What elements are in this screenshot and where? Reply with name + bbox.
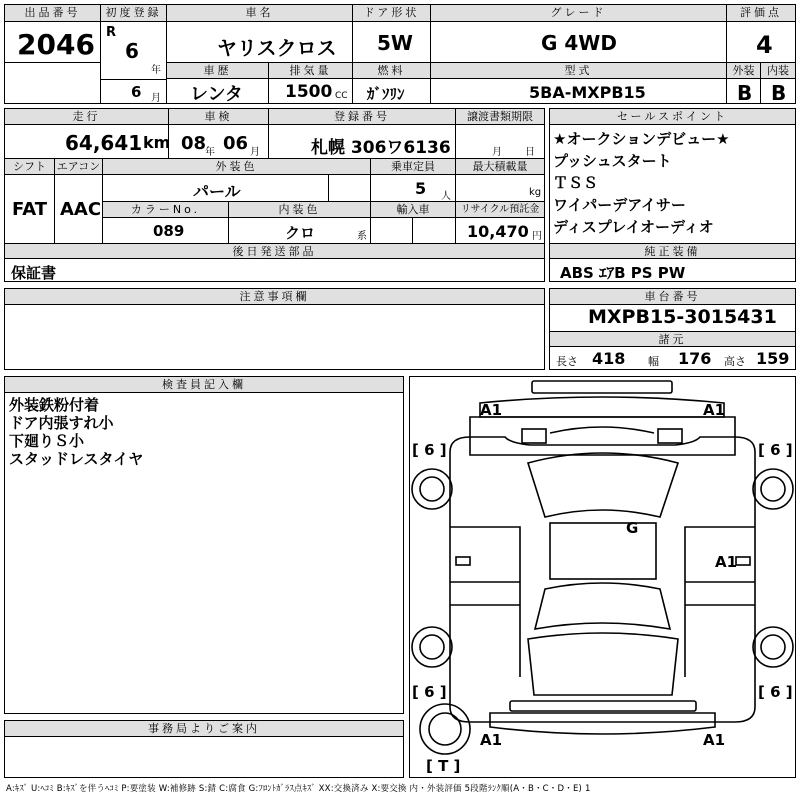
inspector-box — [4, 376, 404, 714]
sales-points-list — [553, 128, 793, 238]
inspector-label: 検査員記入欄 — [5, 377, 403, 393]
sales-point-item: プッシュスタート — [553, 152, 672, 170]
equipment-list: ABS ｴｱB PS PW — [560, 264, 686, 282]
parts-to-ship: 保証書 — [11, 264, 57, 282]
inspection-month-unit: 月 — [250, 147, 260, 158]
damage-mark-rear-right: A1 — [703, 731, 726, 749]
chassis-label: 車台番号 — [550, 289, 795, 305]
damage-mark-front-right: A1 — [703, 401, 726, 419]
cc-unit: CC — [335, 91, 348, 101]
score-label: 評価点 — [727, 5, 795, 22]
sales-point-item: ワイパーデアイサー — [553, 196, 686, 214]
era-label: R — [106, 25, 117, 40]
damage-mark-front-left: A1 — [480, 401, 503, 419]
displacement: 1500 — [285, 82, 333, 102]
tire-mark-rear-left: [ 6 ] — [412, 683, 447, 701]
sales-point-item: ＴＳＳ — [553, 174, 599, 192]
vehicle-details-table — [4, 108, 545, 282]
office-label: 事務局よりご案内 — [5, 721, 403, 737]
exterior-score: B — [737, 81, 753, 105]
lot-number-label: 出品番号 — [5, 5, 101, 22]
recycle-deposit: 10,470 — [467, 222, 529, 241]
first-reg-label: 初度登録 — [101, 5, 167, 22]
inspector-note: ドア内張すれ小 — [9, 414, 114, 432]
exterior-score-label: 外装 — [727, 62, 761, 79]
mileage-label: 走行 — [5, 109, 169, 125]
inspector-notes — [9, 396, 399, 468]
notes-box — [4, 288, 545, 370]
lot-number-cell — [5, 22, 101, 104]
transfer-deadline-label: 譲渡書類期限 — [456, 109, 544, 125]
width-value: 176 — [678, 349, 712, 368]
length-value: 418 — [592, 349, 626, 368]
damage-mark-right-side: A1 — [715, 553, 738, 571]
length-label: 長さ — [556, 355, 578, 368]
inspection-label: 車検 — [169, 109, 269, 125]
fuel-type: ｶﾞｿﾘﾝ — [367, 85, 405, 103]
int-color-unit: 系 — [357, 231, 367, 242]
color-no-label: カラーNo. — [103, 202, 229, 218]
spare-tire-mark: [ T ] — [426, 757, 461, 775]
inspection-month: 06 — [223, 133, 249, 154]
max-load-unit: kg — [529, 187, 542, 198]
tire-mark-rear-right: [ 6 ] — [758, 683, 793, 701]
vehicle-header-table — [4, 4, 796, 104]
fuel-label: 燃料 — [353, 62, 431, 79]
sales-points-label: セールスポイント — [550, 109, 795, 125]
dimensions-label: 諸元 — [550, 331, 795, 347]
reg-number-label: 登録番号 — [269, 109, 456, 125]
model-code: 5BA-MXPB15 — [529, 83, 646, 102]
damage-mark-rear-left: A1 — [480, 731, 503, 749]
int-color-label: 内装色 — [229, 202, 371, 218]
office-box — [4, 720, 404, 778]
capacity-label: 乗車定員 — [371, 159, 456, 175]
exterior-color: パール — [193, 182, 241, 201]
seating-capacity: 5 — [415, 179, 427, 198]
inspector-note: 外装鉄粉付着 — [9, 396, 100, 414]
inspection-year-unit: 年 — [205, 147, 215, 158]
inspector-note: スタッドレスタイヤ — [9, 450, 144, 468]
door-label: ドア形状 — [353, 5, 431, 22]
height-value: 159 — [756, 349, 790, 368]
capacity-unit: 人 — [441, 191, 451, 202]
shift-type: FAT — [12, 199, 48, 220]
month-unit: 月 — [151, 93, 161, 104]
car-name-label: 車名 — [167, 5, 353, 22]
model-label: 型式 — [431, 62, 727, 79]
transfer-month-unit: 月 — [492, 147, 502, 158]
km-unit: km — [143, 133, 171, 152]
displacement-label: 排気量 — [269, 62, 353, 79]
equipment-label: 純正装備 — [550, 243, 795, 259]
damage-diagram — [409, 376, 796, 778]
import-label: 輸入車 — [371, 202, 456, 218]
shift-label: シフト — [5, 159, 55, 175]
grade: G 4WD — [541, 31, 617, 55]
vehicle-history: レンタ — [190, 84, 243, 105]
sales-point-item: ★オークションデビュー★ — [553, 130, 730, 148]
lot-number: 2046 — [17, 28, 95, 61]
sales-points-box — [549, 108, 796, 282]
transfer-day-unit: 日 — [525, 147, 535, 158]
inspection-year: 08 — [181, 133, 207, 154]
history-label: 車歴 — [167, 62, 269, 79]
year-unit: 年 — [151, 65, 161, 76]
car-name: ヤリスクロス — [217, 36, 337, 60]
width-label: 幅 — [648, 355, 659, 368]
ac-type: AAC — [60, 199, 102, 220]
damage-legend: A:ｷｽﾞ U:ﾍｺﾐ B:ｷｽﾞを伴うﾍｺﾐ P:要塗装 W:補修跡 S:錆 C:腐食 G:ﾌﾛﾝﾄｶﾞﾗｽ点ｷｽﾞ XX:交換済み X:要交換 内・外装評価 5段階ﾗﾝｸ順(A・B・C・D・E) 1 — [6, 784, 591, 794]
height-label: 高さ — [724, 355, 746, 368]
inspector-note: 下廻りＳ小 — [9, 432, 85, 450]
tire-mark-front-left: [ 6 ] — [412, 441, 447, 459]
max-load-label: 最大積載量 — [456, 159, 544, 175]
ext-color-label: 外装色 — [103, 159, 371, 175]
tire-mark-front-right: [ 6 ] — [758, 441, 793, 459]
first-reg-year: 6 — [125, 39, 139, 63]
car-outline-diagram — [410, 377, 795, 777]
registration-number: 札幌 306ワ6136 — [311, 138, 451, 158]
sales-point-item: ディスプレイオーディオ — [553, 218, 714, 236]
mileage: 64,641 — [65, 131, 143, 155]
notes-label: 注意事項欄 — [5, 289, 544, 305]
grade-label: グレード — [431, 5, 727, 22]
interior-score: B — [771, 81, 787, 105]
first-reg-month: 6 — [131, 83, 142, 101]
ac-label: エアコン — [55, 159, 103, 175]
recycle-unit: 円 — [532, 231, 542, 242]
interior-score-label: 内装 — [761, 62, 795, 79]
overall-score: 4 — [756, 31, 773, 59]
chassis-number: MXPB15-3015431 — [588, 306, 777, 328]
color-number: 089 — [153, 222, 185, 240]
door-type: 5W — [377, 31, 413, 55]
damage-mark-glass: G — [626, 519, 639, 537]
interior-color: クロ — [285, 224, 316, 242]
chassis-box — [549, 288, 796, 370]
parts-label: 後日発送部品 — [5, 243, 544, 259]
recycle-label: リサイクル預託金 — [456, 202, 544, 218]
